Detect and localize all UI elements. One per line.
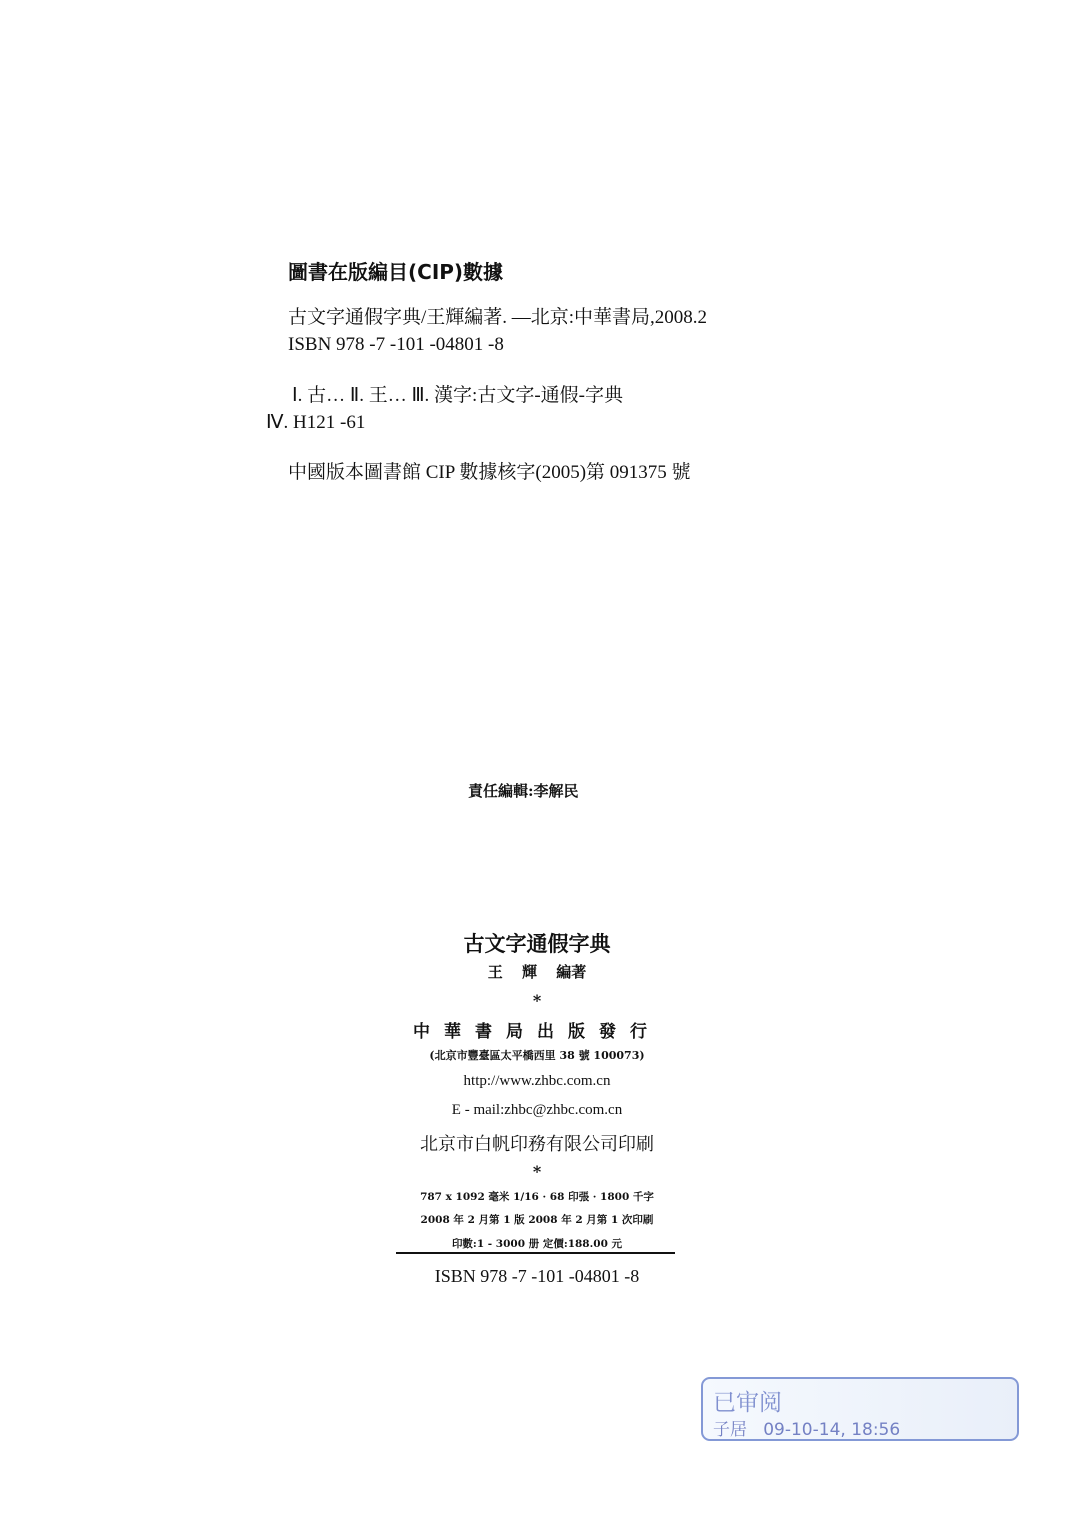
separator-star: * — [532, 991, 542, 1010]
colophon-isbn: ISBN 978 -7 -101 -04801 -8 — [434, 1266, 640, 1286]
cip-classification-iv: Ⅳ. H121 -61 — [266, 412, 366, 433]
colophon-title: 古文字通假字典 — [463, 932, 611, 956]
colophon-publisher: 中華書局出版發行 — [413, 1022, 661, 1042]
reviewer-name: 子居 — [713, 1420, 747, 1440]
cip-bibliographic-line: 古文字通假字典/王輝編著. —北京:中華書局,2008.2 — [288, 307, 708, 328]
colophon-address: (北京市豐臺區太平橋西里 38 號 100073) — [429, 1049, 645, 1062]
colophon-print-run: 印數:1 - 3000 册 定價:188.00 元 — [451, 1238, 623, 1250]
colophon-format: 787 x 1092 毫米 1/16 · 68 印張 · 1800 千字 — [420, 1191, 654, 1203]
review-stamp — [701, 1377, 1019, 1441]
colophon-printer: 北京市白帆印務有限公司印刷 — [420, 1134, 654, 1155]
cip-isbn: ISBN 978 -7 -101 -04801 -8 — [288, 334, 504, 355]
cip-heading: 圖書在版編目(CIP)數據 — [288, 260, 504, 284]
divider-rule — [396, 1252, 675, 1254]
colophon-url: http://www.zhbc.com.cn — [463, 1073, 611, 1089]
colophon-edition: 2008 年 2 月第 1 版 2008 年 2 月第 1 次印刷 — [420, 1214, 654, 1226]
cip-classification: Ⅰ. 古… Ⅱ. 王… Ⅲ. 漢字:古文字-通假-字典 — [292, 385, 623, 406]
separator-star: * — [532, 1162, 542, 1181]
responsible-editor: 責任編輯:李解民 — [468, 782, 579, 800]
review-stamp-meta — [713, 1415, 900, 1440]
colophon-author: 王 輝 編著 — [487, 963, 587, 981]
cip-number: 中國版本圖書館 CIP 數據核字(2005)第 091375 號 — [288, 462, 691, 483]
review-datetime: 09-10-14, 18:56 — [763, 1420, 901, 1440]
review-stamp-title: 已审阅 — [713, 1390, 782, 1416]
colophon-email: E - mail:zhbc@zhbc.com.cn — [451, 1102, 623, 1118]
